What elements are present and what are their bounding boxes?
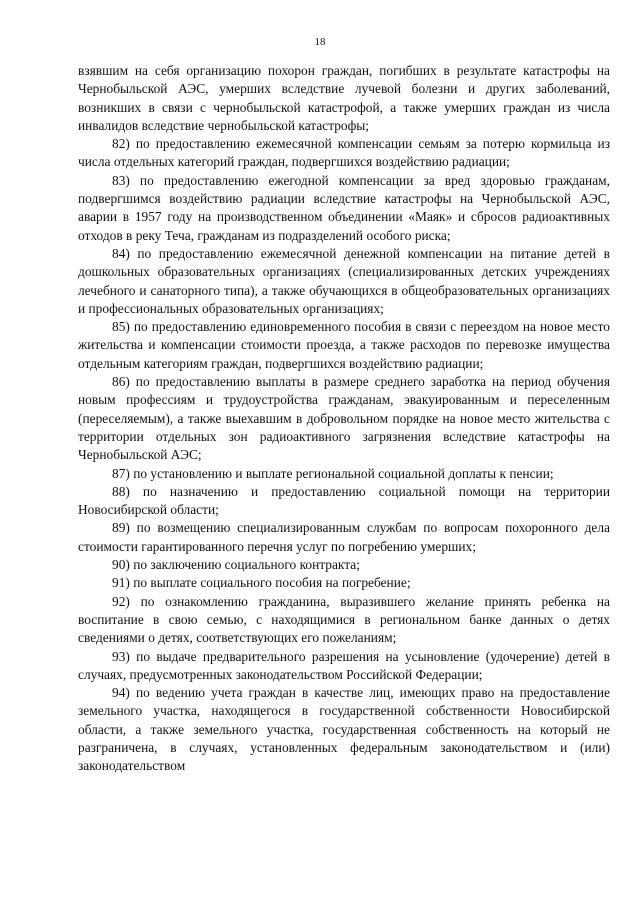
paragraph-item-90: 90) по заключению социального контракта; (112, 557, 360, 573)
paragraph-item-86: 86) по предоставлению выплаты в размере среднего заработка на период обучения новым профессиям и трудоустройства гражданам, эвакуированным и переселенным (переселяемым), а также выехавшим в добровольном порядке на новое место жительства с территории отдельных зон радиоактивного загрязнения вследствие катастрофы на Чернобыльской АЭС; (78, 374, 610, 463)
paragraph-item-92: 92) по ознакомлению гражданина, выразившего желание принять ребенка на воспитание в свою семью, с находящимися в региональном банке данных о детях сведениями о детях, соответствующих его пожеланиям; (78, 593, 610, 646)
paragraph-item-83: 83) по предоставлению ежегодной компенсации за вред здоровью гражданам, подвергшимся воздействию радиации вследствие катастрофы на Чернобыльской АЭС, аварии в 1957 году на производственном объединении «Маяк» и сбросов радиоактивных отходов в реку Теча, гражданам из подразделений особого риска; (78, 172, 610, 243)
paragraph-item-89: 89) по возмещению специализированным службам по вопросам похоронного дела стоимости гарантированного перечня услуг по погребению умерших; (78, 520, 610, 554)
paragraph-item-85: 85) по предоставлению единовременного пособия в связи с переездом на новое место жительства и компенсации стоимости проезда, а также расходов по перевозке имущества отдельным категориям граждан, подвергшихся воздействию радиации; (78, 319, 610, 371)
paragraph-item-84: 84) по предоставлению ежемесячной денежной компенсации на питание детей в дошкольных образовательных организациях (специализированных детских учреждениях лечебного и санаторного типа), а также обучающихся в общеобразовательных организациях и профессиональных образовательных организациях; (78, 245, 610, 316)
paragraph-item-94: 94) по ведению учета граждан в качестве лиц, имеющих право на предоставление земельного участка, находящегося в государственной собственности Новосибирской области, а также земельного участка, государственная собственность на который не разграничена, в случаях, установленных федеральным законодательством и (или) законодательством (78, 685, 610, 774)
paragraph-item-87: 87) по установлению и выплате региональной социальной доплаты к пенсии; (112, 465, 554, 481)
paragraph-continuation: взявшим на себя организацию похорон граждан, погибших в результате катастрофы на Чернобыльской АЭС, умерших вследствие лучевой болезни и других заболеваний, возникших в связи с чернобыльской катастрофой, а также умерших граждан из числа инвалидов вследствие чернобыльской катастрофы; (78, 63, 610, 133)
paragraph-item-91: 91) по выплате социального пособия на погребение; (112, 575, 411, 591)
paragraph-item-88: 88) по назначению и предоставлению социальной помощи на территории Новосибирской области; (78, 483, 610, 518)
document-body (78, 62, 610, 776)
page-number: 18 (314, 36, 326, 48)
paragraph-item-93: 93) по выдаче предварительного разрешения на усыновление (удочерение) детей в случаях, предусмотренных законодательством Российской Федерации; (78, 648, 610, 682)
paragraph-item-82: 82) по предоставлению ежемесячной компенсации семьям за потерю кормильца из числа отдельных категорий граждан, подвергшихся воздействию радиации; (78, 136, 610, 170)
